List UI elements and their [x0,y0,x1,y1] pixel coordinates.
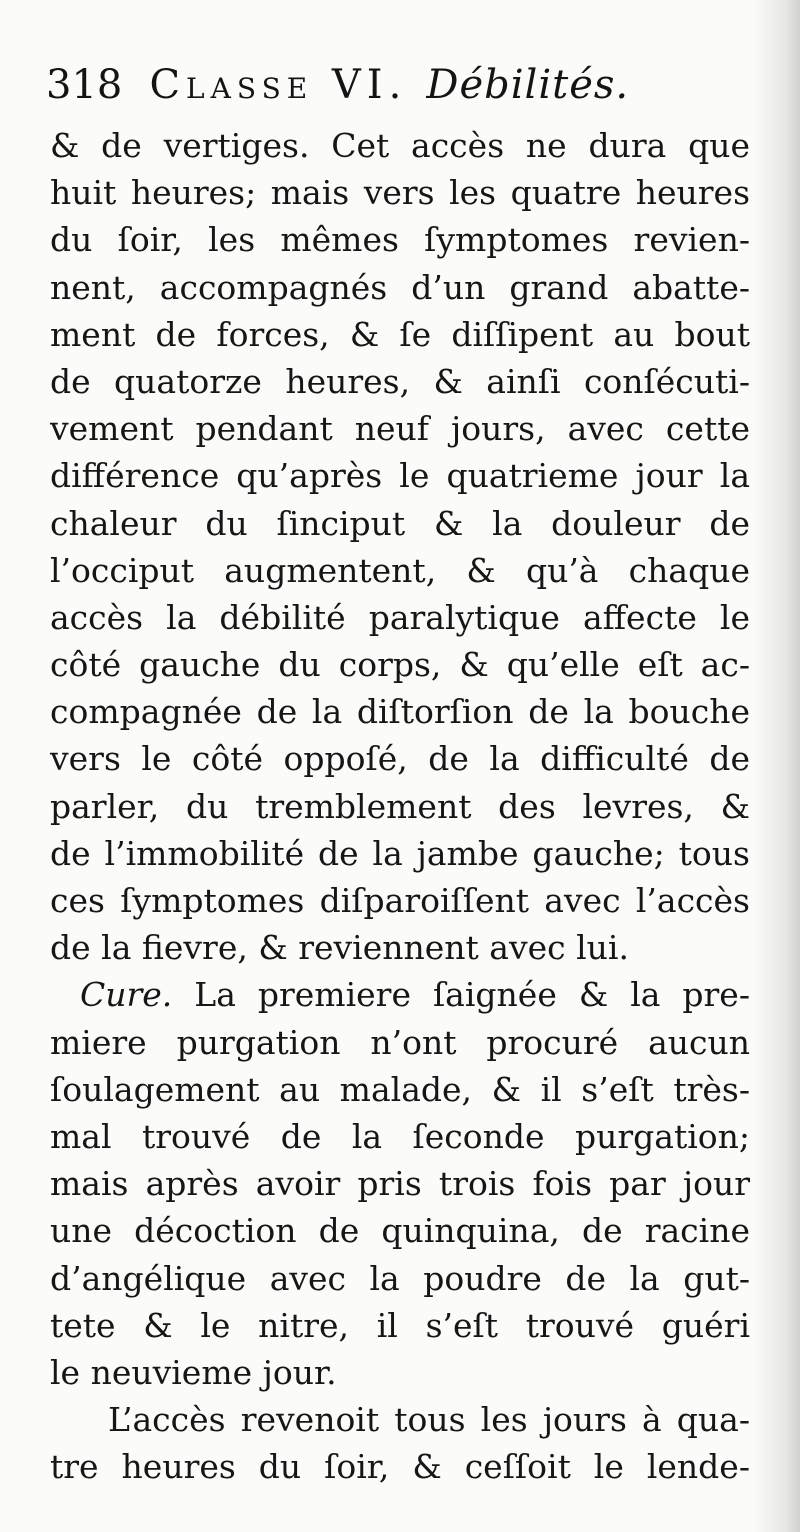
text-line: différence qu’après le quatrieme jour la [50,456,750,496]
text-line: mal trouvé de la ſeconde purgation; [50,1116,750,1156]
cure-paragraph-first-line [50,971,750,1018]
text-line: tete & le nitre, il s’eſt trouvé guéri [50,1305,750,1345]
text-line: mais après avoir pris trois fois par jour [50,1164,750,1204]
text-line: & de vertiges. Cet accès ne dura que [50,126,750,165]
text-line: accès la débilité paralytique affecte le [50,597,750,637]
section-title: Débilités. [426,62,630,108]
text-line: l’occiput augmentent, & qu’à chaque [50,550,750,590]
running-title: Classe VI. [149,62,408,108]
text-line: de la fievre, & reviennent avec lui. [50,928,629,968]
text-line: compagnée de la diſtorſion de la bouche [50,692,750,732]
text-line: ces ſymptomes diſparoiſſent avec l’accès [50,881,750,920]
text-line: du ſoir, les mêmes ſymptomes revien- [50,220,750,260]
running-header [46,62,746,120]
body-text [50,122,750,1490]
page-gutter-shadow [752,0,800,1532]
text-line: parler, du tremblement des levres, & [50,786,750,826]
text-line: huit heures; mais vers les quatre heures [50,173,750,213]
text-line: vement pendant neuf jours, avec cette [50,409,750,449]
text-line: de quatorze heures, & ainſi conſécuti- [50,361,750,401]
cure-label: Cure. [80,975,173,1015]
text-line: ment de forces, & ſe diſſipent au bout [50,314,750,354]
text-line: côté gauche du corps, & qu’elle eſt ac- [50,645,750,685]
text-line: nent, accompagnés d’un grand abatte- [50,267,750,307]
text-line: une décoction de quinquina, de racine [50,1211,750,1251]
text-line: tre heures du ſoir, & ceſſoit le lende- [50,1447,750,1487]
text-line: d’angélique avec la poudre de la gut- [50,1258,750,1298]
text-line: chaleur du ſinciput & la douleur de [50,503,750,543]
cure-text: La premiere ſaignée & la pre- [194,975,750,1015]
text-line: miere purgation n’ont procuré aucun [50,1022,750,1062]
text-line: ſoulagement au malade, & il s’eſt très- [50,1069,750,1109]
text-line: L’accès revenoit tous les jours à qua- [108,1400,750,1440]
text-line: le neuvieme jour. [50,1352,337,1392]
page-number: 318 [46,62,123,108]
text-line: vers le côté oppoſé, de la difficulté de [50,739,750,779]
text-line: de l’immobilité de la jambe gauche; tous [50,833,750,873]
